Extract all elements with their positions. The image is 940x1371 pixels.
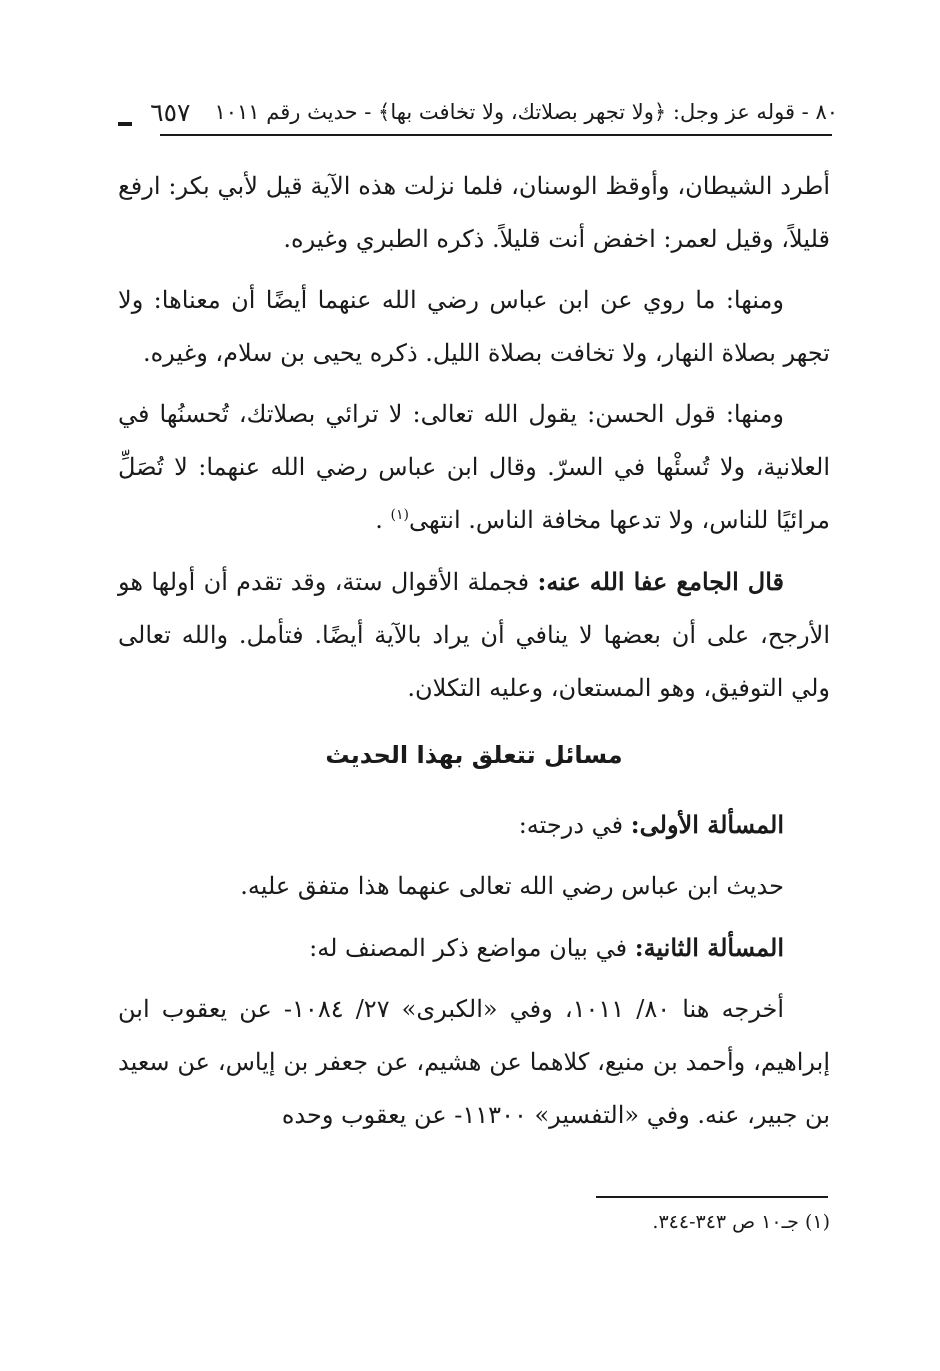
footnote-rule — [596, 1196, 828, 1198]
issue-1-content: حديث ابن عباس رضي الله تعالى عنهما هذا متفق عليه. — [240, 872, 784, 900]
paragraph-3-text: ومنها: قول الحسن: يقول الله تعالى: لا ترائي بصلاتك، تُحسنُها في العلانية، ولا تُسئْها في السرّ. وقال ابن عباس رضي الله عنهما: لا تُصَلِّ مرائيًا للناس، ولا تدعها مخافة الناس. انتهى — [118, 400, 830, 534]
main-text — [118, 160, 830, 1150]
jami-text: فجملة الأقوال ستة، وقد تقدم أن أولها هو الأرجح، على أن بعضها لا ينافي أن يراد بالآية أيضًا. فتأمل. والله تعالى ولي التوفيق، وهو المستعان، وعليه التكلان. — [118, 568, 830, 702]
header-rule — [160, 134, 832, 136]
issue-1-label: المسألة الأولى: — [630, 810, 784, 839]
issue-2-text: في بيان مواضع ذكر المصنف له: — [309, 934, 628, 962]
header-title: ٨٠ - قوله عز وجل: ﴿ولا تجهر بصلاتك، ولا تخافت بها﴾ - حديث رقم ١٠١١ — [214, 100, 838, 124]
page-number: ٦٥٧ — [150, 97, 191, 127]
issue-2-content: أخرجه هنا ٨٠/ ١٠١١، وفي «الكبرى» ٢٧/ ١٠٨٤- عن يعقوب ابن إبراهيم، وأحمد بن منيع، كلاهما عن هشيم، عن جعفر بن إياس، عن سعيد بن جبير، عنه. وفي «التفسير» ١١٣٠٠- عن يعقوب وحده — [118, 995, 830, 1129]
section-heading: مسائل تتعلق بهذا الحديث — [325, 741, 623, 769]
header-dash — [118, 122, 132, 126]
footnote-reference: (١) — [390, 507, 409, 523]
paragraph-2: ومنها: ما روي عن ابن عباس رضي الله عنهما أيضًا أن معناها: ولا تجهر بصلاة النهار، ولا تخافت بصلاة الليل. ذكره يحيى بن سلام، وغيره. — [118, 286, 830, 367]
paragraph-3: ومنها: قول الحسن: يقول الله تعالى: لا ترائي بصلاتك، تُحسنُها في العلانية، ولا تُسئْها في السرّ. وقال ابن عباس رضي الله عنهما: لا تُصَلِّ مرائيًا للناس، ولا تدعها مخافة الناس. انتهى$^{(١)}$ . — [118, 400, 830, 534]
jami-lead: قال الجامع عفا الله عنه: — [537, 567, 784, 596]
jami-paragraph — [118, 555, 830, 715]
footnote: (١) جـ١٠ ص ٣٤٣-٣٤٤. — [652, 1211, 830, 1233]
issue-1-title — [118, 798, 830, 852]
issue-2-title — [118, 921, 830, 975]
paragraph-1: أطرد الشيطان، وأوقظ الوسنان، فلما نزلت هذه الآية قيل لأبي بكر: ارفع قليلاً، وقيل لعمر: اخفض أنت قليلاً. ذكره الطبري وغيره. — [118, 172, 830, 253]
issue-1-text: في درجته: — [518, 811, 624, 839]
issue-2-label: المسألة الثانية: — [634, 933, 784, 962]
running-header — [118, 92, 838, 132]
